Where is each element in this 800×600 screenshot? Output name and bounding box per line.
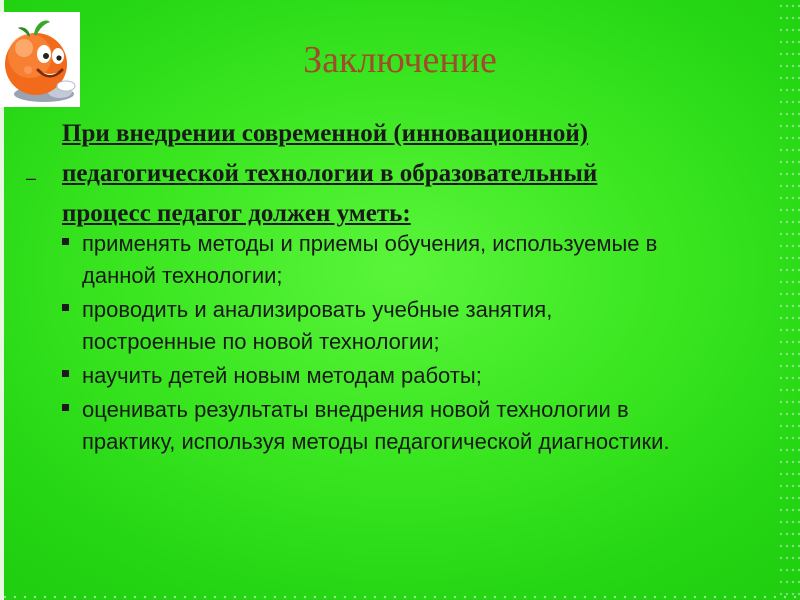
square-bullet-icon [62,404,69,411]
list-item [62,294,762,358]
list-item [62,394,762,458]
list-item-text: построенные по новой технологии; [82,329,440,354]
intro-heading-line: При внедрении современной (инновационной) [62,120,589,147]
square-bullet-icon [62,238,69,245]
square-bullet-icon [62,304,69,311]
list-item-text: оценивать результаты внедрения новой технологии в [82,397,629,422]
list-item-text: практику, используя методы педагогической диагностики. [82,429,670,454]
intro-heading-line: педагогической технологии в образовательный [62,160,598,187]
decorative-right-edge [778,0,800,600]
dash-marker: – [26,168,37,188]
list-item [62,228,762,292]
intro-heading-line: процесс педагог должен уметь: [62,200,411,227]
list-item-text: проводить и анализировать учебные занятия, [82,297,553,322]
decorative-bottom-edge [0,594,800,600]
slide-title: Заключение [303,39,497,81]
list-item-text: применять методы и приемы обучения, используемые в [82,231,658,256]
list-item [62,360,762,392]
square-bullet-icon [62,370,69,377]
skills-list [62,228,762,460]
list-item-text: научить детей новым методам работы; [82,363,482,388]
intro-heading [62,114,742,234]
list-item-text: данной технологии; [82,263,283,288]
